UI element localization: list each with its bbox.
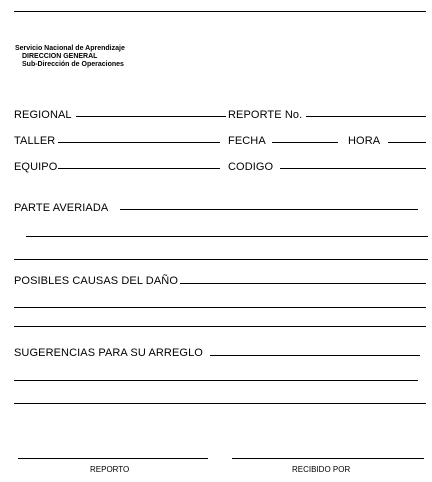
taller-field[interactable] xyxy=(58,142,220,143)
equipo-field[interactable] xyxy=(58,168,220,169)
top-rule xyxy=(14,11,426,12)
reporto-label: REPORTO xyxy=(90,465,130,474)
hora-field[interactable] xyxy=(388,142,426,143)
equipo-label: EQUIPO xyxy=(14,161,58,173)
sugerencias-field-3[interactable] xyxy=(14,403,426,404)
reporte-no-label: REPORTE No. xyxy=(228,109,303,121)
regional-label: REGIONAL xyxy=(14,109,72,121)
fecha-label: FECHA xyxy=(228,135,266,147)
posibles-causas-field-1[interactable] xyxy=(180,283,426,284)
sugerencias-field-1[interactable] xyxy=(210,355,420,356)
codigo-label: CODIGO xyxy=(228,161,274,173)
posibles-causas-label: POSIBLES CAUSAS DEL DAÑO xyxy=(14,275,178,287)
reporto-signature-line[interactable] xyxy=(18,458,208,459)
sugerencias-label: SUGERENCIAS PARA SU ARREGLO xyxy=(14,347,203,359)
reporte-no-field[interactable] xyxy=(306,116,426,117)
org-direction: DIRECCION GENERAL xyxy=(22,53,98,60)
fecha-field[interactable] xyxy=(272,142,338,143)
parte-averiada-field-1[interactable] xyxy=(120,209,418,210)
org-subdirection: Sub-Dirección de Operaciones xyxy=(22,61,124,68)
sugerencias-field-2[interactable] xyxy=(14,380,418,381)
org-name: Servicio Nacional de Aprendizaje xyxy=(15,45,125,52)
hora-label: HORA xyxy=(348,135,381,147)
codigo-field[interactable] xyxy=(280,168,426,169)
taller-label: TALLER xyxy=(14,135,56,147)
posibles-causas-field-3[interactable] xyxy=(14,326,426,327)
parte-averiada-field-3[interactable] xyxy=(14,259,428,260)
parte-averiada-label: PARTE AVERIADA xyxy=(14,202,109,214)
posibles-causas-field-2[interactable] xyxy=(14,307,426,308)
regional-field[interactable] xyxy=(76,116,226,117)
recibido-por-label: RECIBIDO POR xyxy=(292,465,351,474)
recibido-por-signature-line[interactable] xyxy=(232,458,424,459)
parte-averiada-field-2[interactable] xyxy=(26,236,428,237)
